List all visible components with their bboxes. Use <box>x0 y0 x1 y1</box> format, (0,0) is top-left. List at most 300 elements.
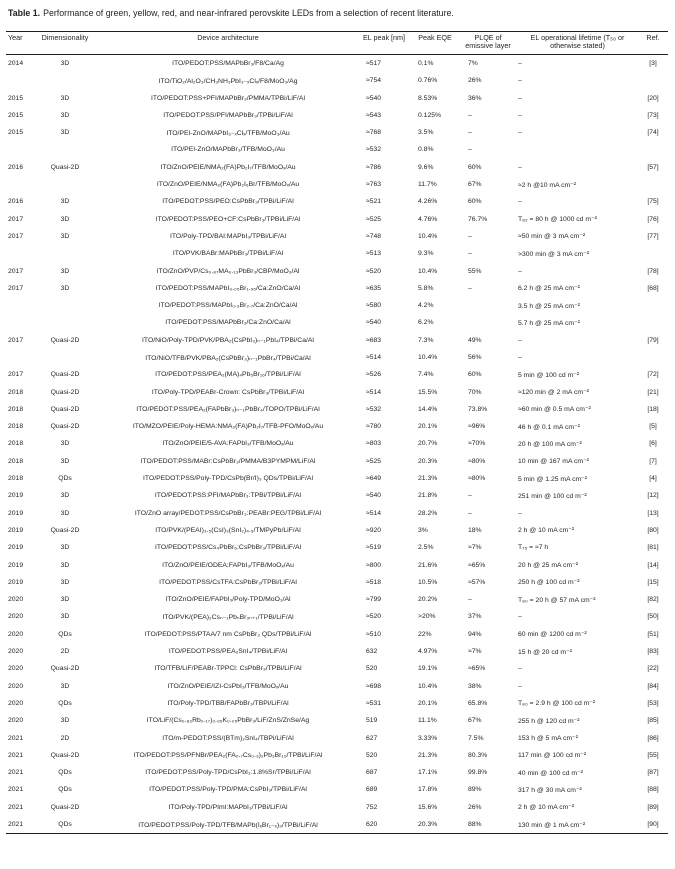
table-row <box>6 383 668 400</box>
cell-year: 2018 <box>8 405 24 413</box>
table-row <box>6 522 668 539</box>
cell-dimensionality: Quasi-2D <box>50 336 80 344</box>
cell-year <box>6 245 32 262</box>
cell-device-architecture: ITO/MZO/PEIE/Poly-HEMA:NMA₂(FA)Pb₂I₇/TFB-PFO/MoOₓ/Au <box>132 423 324 431</box>
cell-peak-eqe: 28.2% <box>418 509 438 517</box>
cell-device-architecture: ITO/ZnO array/PEDOT:PSS/CsPbBr₃:PEABr:PEG/TPBi/LiF/Al <box>134 509 322 517</box>
cell-device-architecture: ITO/PEI-ZnO/MAPbBr₃/TFB/MoO₃/Au <box>171 146 285 154</box>
cell-el-lifetime: T₈₀ = 2.9 h @ 100 cd m⁻² <box>518 700 596 708</box>
cell-ref: [21] <box>647 388 659 396</box>
cell-device-architecture: ITO/m-PEDOT:PSS/(BTm)₂SnI₄/TBPi/LiF/Al <box>162 734 294 742</box>
cell-plqe: ≈80% <box>468 457 486 465</box>
cell-device-architecture: ITO/PEDOT:PSS:PFI/MAPbBr₃:TPBi/TPBi/LiF/Al <box>154 492 302 500</box>
cell-peak-eqe: 7.4% <box>418 371 434 379</box>
cell-dimensionality: Quasi-2D <box>50 751 80 759</box>
cell-el-peak: ≈540 <box>366 492 382 500</box>
cell-device-architecture: ITO/LiF/(Cs₀.₈₃Rb₀.₁₇)₀.₉₅K₀.₀₅PbBr₃/LiF/ZnS/ZnSe/Ag <box>146 717 310 725</box>
cell-plqe <box>460 297 516 314</box>
header-dimensionality: Dimensionality <box>32 32 98 55</box>
cell-dimensionality: 3D <box>60 717 70 725</box>
cell-el-lifetime: 5 min @ 100 cd m⁻² <box>518 371 580 379</box>
cell-device-architecture: ITO/PEDOT:PSS/PEA₂(MA)₄Pb₅Br₁₆/TPBi/LiF/Al <box>155 371 301 379</box>
cell-dimensionality: Quasi-2D <box>50 388 80 396</box>
cell-el-lifetime: >300 min @ 3 mA cm⁻² <box>518 250 590 258</box>
table-row <box>6 89 668 106</box>
cell-el-peak: ≈803 <box>366 440 382 448</box>
cell-plqe: 7% <box>468 59 478 67</box>
table-row <box>6 159 668 176</box>
cell-ref: [76] <box>647 215 659 223</box>
header-el-lifetime: EL operational lifetime (T₅₀ or otherwise stated) <box>516 32 638 55</box>
cell-year: 2018 <box>8 440 24 448</box>
cell-peak-eqe: 21.6% <box>418 561 438 569</box>
cell-device-architecture: ITO/PEDOT:PSS/PEO:CsPbBr₃/TPBi/LiF/Al <box>162 198 294 206</box>
cell-year: 2019 <box>8 509 24 517</box>
cell-el-peak: 632 <box>366 648 378 656</box>
cell-dimensionality <box>32 72 98 89</box>
cell-dimensionality: 3D <box>60 561 70 569</box>
cell-dimensionality: QDs <box>58 699 72 707</box>
cell-year: 2020 <box>8 613 24 621</box>
cell-el-lifetime: 117 min @ 100 cd m⁻² <box>518 752 587 760</box>
cell-peak-eqe: 5.8% <box>418 284 434 292</box>
cell-peak-eqe: 20.7% <box>418 440 438 448</box>
cell-plqe: 70% <box>468 388 482 396</box>
cell-ref <box>638 141 668 158</box>
cell-el-lifetime: 5.7 h @ 25 mA cm⁻² <box>518 319 580 327</box>
cell-el-lifetime: 20 h @ 25 mA cm⁻² <box>518 562 578 570</box>
cell-dimensionality: QDs <box>32 816 98 834</box>
table-row <box>6 262 668 279</box>
cell-el-peak: ≈698 <box>366 682 382 690</box>
table-row <box>6 435 668 452</box>
cell-year: 2016 <box>8 198 24 206</box>
table-row <box>6 401 668 418</box>
cell-el-lifetime: 2 h @ 10 mA cm⁻² <box>518 527 575 535</box>
table-caption <box>8 8 668 19</box>
table-row <box>6 54 668 72</box>
cell-dimensionality: 3D <box>60 111 70 119</box>
cell-el-lifetime: – <box>518 509 522 517</box>
cell-dimensionality: 3D <box>60 492 70 500</box>
cell-plqe: 88% <box>460 816 516 834</box>
table-row <box>6 574 668 591</box>
cell-peak-eqe: 0.76% <box>418 77 438 85</box>
cell-plqe: 60% <box>468 371 482 379</box>
cell-plqe: 94% <box>468 630 482 638</box>
cell-el-lifetime: 20 h @ 100 mA cm⁻² <box>518 440 582 448</box>
cell-year: 2020 <box>8 648 24 656</box>
cell-year: 2018 <box>8 457 24 465</box>
cell-ref: [90] <box>638 816 668 834</box>
cell-dimensionality: 3D <box>60 509 70 517</box>
cell-year: 2019 <box>8 561 24 569</box>
cell-ref <box>638 245 668 262</box>
table-row <box>6 141 668 158</box>
cell-plqe: ≈70% <box>468 440 486 448</box>
cell-plqe: 89% <box>468 786 482 794</box>
cell-dimensionality: Quasi-2D <box>50 405 80 413</box>
cell-plqe: ≈96% <box>468 423 486 431</box>
cell-el-peak: ≈514 <box>366 509 382 517</box>
cell-el-lifetime: 40 min @ 100 cd m⁻² <box>518 769 583 777</box>
cell-peak-eqe: 19.1% <box>418 665 438 673</box>
cell-ref: [51] <box>647 630 659 638</box>
cell-peak-eqe: 11.1% <box>418 717 437 725</box>
cell-el-lifetime: 46 h @ 0.1 mA cm⁻² <box>518 423 580 431</box>
table-row <box>6 712 668 729</box>
cell-dimensionality <box>32 297 98 314</box>
cell-el-peak: ≈580 <box>366 302 382 310</box>
cell-device-architecture: ITO/Poly-TPD/PEABr-Crown: CsPbBr₃/TPBi/LiF/Al <box>151 388 305 396</box>
cell-el-peak: ≈514 <box>366 388 382 396</box>
cell-year: 2015 <box>8 94 24 102</box>
cell-device-architecture: ITO/PVK/(PEA)₂Csₙ₋₁PbₙBr₃ₙ₊₁/TPBi/LiF/Al <box>162 613 294 621</box>
cell-device-architecture: ITO/PEDOT:PSS/PEA₂SnI₄/TPBi/LiF/Al <box>168 648 288 656</box>
cell-ref: [77] <box>647 232 659 240</box>
cell-el-peak: 627 <box>366 734 378 742</box>
cell-dimensionality: 3D <box>60 682 70 690</box>
cell-device-architecture: ITO/PEDOT:PSS/PTAA/7 nm CsPbBr₃ QDs/TPBi/LiF/Al <box>144 630 312 638</box>
table-row <box>6 349 668 366</box>
cell-ref: [68] <box>647 284 659 292</box>
cell-year: 2015 <box>8 129 24 137</box>
cell-peak-eqe: 21.3% <box>418 751 438 759</box>
cell-el-lifetime: – <box>518 354 522 361</box>
cell-device-architecture: ITO/PEDOT:PSS/MABr:CsPbBr₃/PMMA/B3PYMPM/LiF/Al <box>140 457 316 465</box>
cell-ref: [3] <box>649 59 657 67</box>
cell-peak-eqe: 9.3% <box>418 250 434 258</box>
table-row <box>6 314 668 331</box>
cell-el-lifetime: 251 min @ 100 cd m⁻² <box>518 492 587 500</box>
cell-ref: [85] <box>647 717 659 725</box>
cell-year: 2021 <box>8 803 24 811</box>
cell-device-architecture: ITO/Poly-TPD/TBB/FAPbBr₃/TBPi/LiF/Al <box>167 699 289 707</box>
cell-year: 2020 <box>8 717 24 725</box>
cell-el-lifetime: T₈₀ = 20 h @ 57 mA cm⁻² <box>518 596 596 604</box>
cell-device-architecture: ITO/PVK/BABr:MAPbBr₃/TPBi/LiF/Al <box>172 250 284 258</box>
cell-el-lifetime: – <box>518 77 522 85</box>
cell-el-peak: 752 <box>366 803 378 811</box>
cell-el-peak: ≈635 <box>366 284 382 292</box>
cell-ref <box>638 349 668 366</box>
cell-dimensionality <box>32 349 98 366</box>
table-row <box>6 487 668 504</box>
cell-peak-eqe: 21.8% <box>418 492 438 500</box>
cell-ref: [80] <box>647 526 659 534</box>
cell-year <box>6 72 32 89</box>
cell-plqe: 80.3% <box>468 751 488 759</box>
cell-ref: [72] <box>647 371 659 379</box>
cell-ref <box>638 72 668 89</box>
cell-peak-eqe: 11.7% <box>418 181 437 189</box>
table-row <box>6 210 668 227</box>
table-caption-text: Performance of green, yellow, red, and near-infrared perovskite LEDs from a selection of recent literature. <box>43 8 454 18</box>
cell-device-architecture: ITO/ZnO/PEIE/FAPbI₃/Poly-TPD/MoO₃/Al <box>165 596 291 604</box>
cell-plqe: ≈65% <box>468 665 486 673</box>
table-row <box>6 799 668 816</box>
cell-dimensionality: QDs <box>58 786 72 794</box>
cell-el-lifetime: – <box>518 267 522 275</box>
cell-dimensionality: Quasi-2D <box>50 371 80 379</box>
cell-el-lifetime: 317 h @ 30 mA cm⁻² <box>518 786 582 794</box>
cell-year: 2017 <box>8 232 24 240</box>
cell-ref: [50] <box>647 613 659 621</box>
cell-peak-eqe: 10.4% <box>418 267 438 275</box>
cell-el-peak: ≈763 <box>366 181 382 189</box>
cell-peak-eqe: 15.6% <box>418 803 438 811</box>
table-row <box>6 280 668 297</box>
cell-ref: [87] <box>647 769 659 777</box>
cell-year: 2020 <box>8 665 24 673</box>
cell-dimensionality <box>32 314 98 331</box>
cell-year: 2019 <box>8 526 24 534</box>
cell-el-lifetime: ≈2 h @10 mA cm⁻² <box>518 181 577 189</box>
cell-device-architecture: ITO/PEDOT:PSS/PEO+CF:CsPbBr₃/TPBi/LiF/Al <box>155 215 301 223</box>
table-body <box>6 54 668 833</box>
table-row <box>6 505 668 522</box>
cell-el-lifetime: 10 min @ 167 mA cm⁻² <box>518 458 589 466</box>
table-row <box>6 695 668 712</box>
cell-ref <box>638 314 668 331</box>
cell-dimensionality: QDs <box>58 769 72 777</box>
cell-el-peak: ≈683 <box>366 336 382 344</box>
cell-el-peak: ≈649 <box>366 475 382 483</box>
cell-peak-eqe: 22% <box>418 630 432 638</box>
cell-device-architecture: ITO/PEDOT:PSS/MAPbI₀.₀₅Br₁.₉₅/Ca:ZnO/Ca/Al <box>155 284 301 292</box>
cell-year: 2021 <box>6 816 32 834</box>
cell-el-lifetime: – <box>518 111 522 119</box>
table-row <box>6 470 668 487</box>
cell-year: 2014 <box>8 59 24 67</box>
cell-el-lifetime: 6.2 h @ 25 mA cm⁻² <box>518 285 580 293</box>
cell-dimensionality: 3D <box>60 267 70 275</box>
table-row <box>6 556 668 573</box>
cell-el-lifetime: 255 h @ 120 cd m⁻² <box>518 717 580 725</box>
cell-device-architecture: ITO/PEDOT:PSS/PEA₂(FAPbBr₃)ₙ₋₁PbBr₄/TOPO/TPBi/LiF/Al <box>136 406 320 414</box>
cell-el-peak: ≈520 <box>366 267 382 275</box>
cell-el-lifetime: 250 h @ 100 cd m⁻² <box>518 579 580 587</box>
cell-ref <box>638 176 668 193</box>
cell-ref: [12] <box>647 492 659 500</box>
cell-ref: [15] <box>647 578 659 586</box>
cell-device-architecture: ITO/PEDOT:PSS/Poly-TPD/CsPbI₃:1.8%Sr/TPBi/LiF/Al <box>145 769 311 777</box>
table-row <box>6 747 668 764</box>
cell-el-lifetime: ≈50 min @ 3 mA cm⁻² <box>518 233 586 241</box>
cell-year: 2017 <box>8 284 24 292</box>
cell-dimensionality: QDs <box>58 630 72 638</box>
cell-ref: [86] <box>647 734 659 742</box>
cell-el-lifetime: – <box>518 129 522 137</box>
cell-plqe: 99.8% <box>468 769 488 777</box>
cell-dimensionality: 3D <box>60 198 70 206</box>
table-row <box>6 176 668 193</box>
cell-el-peak: ≈540 <box>366 319 382 327</box>
cell-dimensionality: 3D <box>60 544 70 552</box>
cell-peak-eqe: 20.1% <box>418 423 438 431</box>
cell-plqe: ≈65% <box>468 561 486 569</box>
cell-ref: [7] <box>649 457 657 465</box>
cell-plqe: ≈80% <box>468 475 486 483</box>
cell-ref: [55] <box>647 751 659 759</box>
cell-el-peak: 520 <box>366 751 378 759</box>
cell-dimensionality: 3D <box>60 94 70 102</box>
cell-plqe: 37% <box>468 613 482 621</box>
cell-dimensionality: Quasi-2D <box>50 665 80 673</box>
table-row <box>6 228 668 245</box>
table-row <box>6 729 668 746</box>
cell-el-peak: ≈800 <box>366 561 382 569</box>
cell-peak-eqe: 17.8% <box>418 786 438 794</box>
cell-year <box>6 297 32 314</box>
cell-dimensionality: 3D <box>60 215 70 223</box>
cell-dimensionality: Quasi-2D <box>50 163 80 171</box>
cell-dimensionality: Quasi-2D <box>50 423 80 431</box>
cell-el-peak: ≈525 <box>366 457 382 465</box>
cell-plqe: – <box>468 129 472 137</box>
cell-ref: [14] <box>647 561 659 569</box>
cell-dimensionality: 3D <box>60 457 70 465</box>
cell-plqe: 60% <box>468 163 482 171</box>
cell-plqe: ≈7% <box>468 648 482 656</box>
cell-peak-eqe: 20.1% <box>418 699 438 707</box>
cell-dimensionality: 2D <box>60 648 70 656</box>
cell-el-peak: ≈520 <box>366 613 382 621</box>
cell-peak-eqe: 0.1% <box>418 59 434 67</box>
cell-dimensionality: 3D <box>60 596 70 604</box>
cell-dimensionality: 2D <box>60 734 70 742</box>
table-row <box>6 539 668 556</box>
cell-ref: [5] <box>649 423 657 431</box>
cell-el-peak: ≈780 <box>366 423 382 431</box>
cell-ref: [74] <box>647 129 659 137</box>
cell-plqe: ≈7% <box>468 544 482 552</box>
cell-ref: [84] <box>647 682 659 690</box>
cell-plqe: 26% <box>468 803 482 811</box>
cell-ref: [79] <box>647 336 659 344</box>
cell-year: 2018 <box>8 475 24 483</box>
cell-year: 2017 <box>8 267 24 275</box>
table-row <box>6 764 668 781</box>
cell-ref: [83] <box>647 648 659 656</box>
cell-ref: [82] <box>647 596 659 604</box>
cell-el-peak: ≈920 <box>366 526 382 534</box>
cell-plqe: – <box>468 596 472 604</box>
cell-ref: [6] <box>649 440 657 448</box>
cell-el-peak: ≈513 <box>366 250 382 258</box>
cell-peak-eqe: 3.5% <box>418 129 434 137</box>
cell-peak-eqe: 6.2% <box>418 319 434 327</box>
cell-dimensionality <box>32 245 98 262</box>
cell-year: 2020 <box>8 596 24 604</box>
table-row <box>6 366 668 383</box>
table-row <box>6 297 668 314</box>
cell-el-lifetime: T₈₂ = 80 h @ 1000 cd m⁻² <box>518 216 597 224</box>
table-row <box>6 816 668 834</box>
cell-year: 2020 <box>8 682 24 690</box>
cell-plqe: 7.5% <box>468 734 484 742</box>
cell-peak-eqe: 4.26% <box>418 198 438 206</box>
cell-device-architecture: ITO/PEDOT:PSS/Poly-TPD/PMA:CsPbI₃/TPBi/LiF/Al <box>149 786 307 794</box>
table-row <box>6 72 668 89</box>
cell-peak-eqe: 21.3% <box>418 475 438 483</box>
cell-el-lifetime: 130 min @ 1 mA cm⁻² <box>516 816 638 834</box>
cell-el-lifetime: – <box>518 59 522 67</box>
table-row <box>6 107 668 124</box>
cell-device-architecture: ITO/PEDOT:PSS/PFNBr/PEA₂(FA₀.₇Cs₀.₃)₂Pb₃Br₁₀/TPBi/LiF/Al <box>133 751 323 759</box>
cell-plqe: 67% <box>468 181 482 189</box>
cell-plqe: – <box>468 250 472 258</box>
cell-year: 2021 <box>8 769 24 777</box>
cell-ref: [89] <box>647 803 659 811</box>
cell-plqe: – <box>468 111 472 119</box>
cell-dimensionality: 3D <box>60 232 70 240</box>
cell-el-peak: ≈510 <box>366 630 382 638</box>
cell-year <box>6 176 32 193</box>
cell-el-peak: ≈786 <box>366 163 382 171</box>
cell-year: 2017 <box>8 371 24 379</box>
cell-plqe: 26% <box>468 77 482 85</box>
cell-el-peak: ≈799 <box>366 596 382 604</box>
cell-plqe: – <box>468 284 472 292</box>
table-row <box>6 643 668 660</box>
cell-peak-eqe: 10.4% <box>418 232 438 240</box>
cell-device-architecture: ITO/PEDOT:PSS/Cs₄PbBr₆:CsPbBr₃/TPBi/LiF/Al <box>154 544 302 552</box>
cell-device-architecture: ITO/TFB/LiF/PEABr-TPPCl: CsPbBr₃/TPBi/LiF/Al <box>154 665 302 673</box>
cell-plqe: 18% <box>468 526 482 534</box>
table-row <box>6 124 668 141</box>
cell-el-lifetime: 60 min @ 1200 cd m⁻² <box>518 631 587 639</box>
cell-el-lifetime: – <box>518 336 522 344</box>
cell-el-lifetime: – <box>518 613 522 621</box>
cell-el-peak: ≈521 <box>366 198 382 206</box>
cell-year: 2020 <box>8 630 24 638</box>
cell-year: 2021 <box>8 786 24 794</box>
table-row <box>6 332 668 349</box>
cell-device-architecture: ITO/ZnO/PEIE/IZI-CsPbI₃/TFB/MoOₓ/Au <box>167 682 289 690</box>
cell-plqe: – <box>468 492 472 500</box>
cell-el-peak: ≈532 <box>366 405 382 413</box>
cell-year: 2017 <box>8 215 24 223</box>
cell-peak-eqe: 4.2% <box>418 302 434 310</box>
cell-plqe: 67% <box>468 717 482 725</box>
cell-device-architecture: ITO/NiO/Poly-TPD/PVK/PBA₂(CsPbI₃)ₙ₋₁PbI₄/TPBi/Ca/Al <box>142 337 314 345</box>
header-ref: Ref. <box>638 32 668 55</box>
cell-dimensionality: QDs <box>58 475 72 483</box>
cell-el-peak: 520 <box>366 665 378 673</box>
cell-peak-eqe: 10.4% <box>418 354 438 361</box>
cell-ref: [75] <box>647 198 659 206</box>
cell-peak-eqe: 10.4% <box>418 682 438 690</box>
cell-peak-eqe: 17.1% <box>418 769 438 777</box>
table-row <box>6 660 668 677</box>
table-row <box>6 678 668 695</box>
table-header-row <box>6 32 668 55</box>
cell-peak-eqe: 4.97% <box>418 648 438 656</box>
cell-ref: [4] <box>649 475 657 483</box>
perovskite-led-table <box>6 31 668 834</box>
table-row <box>6 626 668 643</box>
cell-el-peak: ≈518 <box>366 578 382 586</box>
cell-year: 2018 <box>8 388 24 396</box>
cell-el-lifetime: – <box>518 198 522 206</box>
cell-device-architecture: ITO/PEDOT:PSS/MAPbI₀.₃Br₂.₇/Ca:ZnO/Ca/Al <box>158 302 298 310</box>
cell-el-lifetime: 2 h @ 10 mA cm⁻² <box>518 804 575 812</box>
cell-ref: [57] <box>647 163 659 171</box>
cell-year: 2019 <box>8 544 24 552</box>
cell-peak-eqe: 4.76% <box>418 215 438 223</box>
cell-plqe: 55% <box>468 267 482 275</box>
